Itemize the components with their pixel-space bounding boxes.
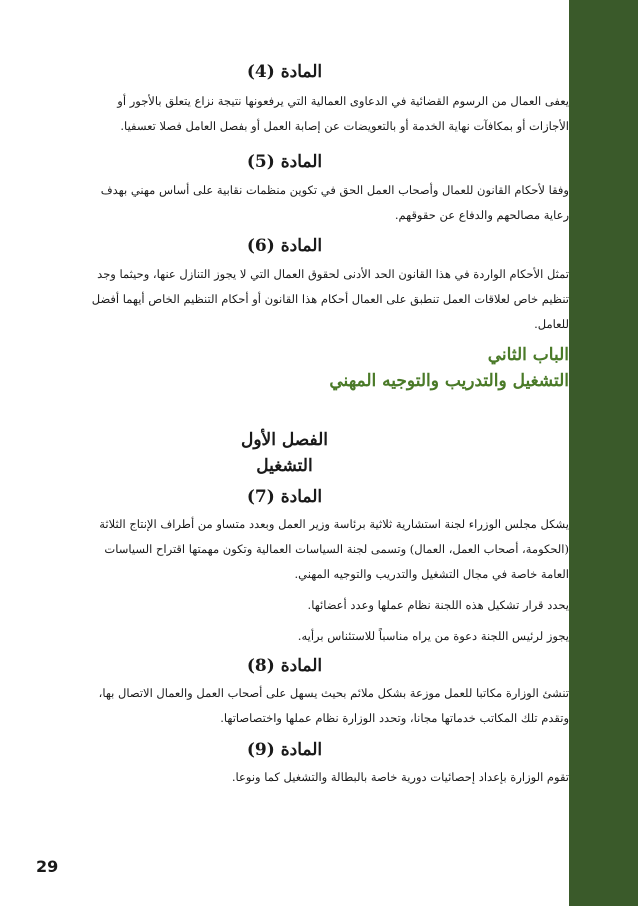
article-6-title: المادة (6)	[246, 236, 323, 256]
chapter-title: الفصل الأول	[240, 430, 329, 450]
article-7-line: يشكل مجلس الوزراء لجنة استشارية ثلاثية برئاسة وزير العمل وبعدد متساو من أطراف الإنتاج الثلاثة	[99, 517, 569, 531]
article-8-line: تنشئ الوزارة مكاتبا للعمل موزعة بشكل ملائم بحيث يسهل على أصحاب العمل والعمال الاتصال بها،	[98, 686, 569, 700]
article-8-line: وتقدم تلك المكاتب خدماتها مجانا، وتحدد الوزارة نظام عملها واختصاصاتها.	[220, 711, 569, 725]
article-8-title: المادة (8)	[246, 656, 323, 676]
article-4-text	[46, 89, 569, 139]
article-7-line: يجوز لرئيس اللجنة دعوة من يراه مناسباً للاستئناس برأيه.	[297, 629, 569, 643]
article-9-line: تقوم الوزارة بإعداد إحصائيات دورية خاصة بالبطالة والتشغيل كما ونوعا.	[231, 770, 569, 784]
article-6-line: للعامل.	[534, 317, 569, 331]
page-number: 29	[36, 857, 59, 876]
article-7-line: (الحكومة، أصحاب العمل، العمال) وتسمى لجنة السياسات العمالية وتكون مهمتها اقتراح السياسات	[104, 542, 569, 556]
part-subtitle: التشغيل والتدريب والتوجيه المهني	[329, 371, 569, 391]
article-7-text	[46, 512, 569, 649]
article-8-text	[46, 681, 569, 731]
part-title: الباب الثاني	[487, 345, 569, 365]
article-5-title: المادة (5)	[246, 152, 323, 172]
article-4-title: المادة (4)	[246, 62, 323, 82]
article-7-title: المادة (7)	[246, 487, 323, 507]
article-6-line: تمثل الأحكام الواردة في هذا القانون الحد الأدنى لحقوق العمال التي لا يجوز التنازل عنها، وحيثما وجد	[97, 267, 569, 281]
article-5-line: وفقا لأحكام القانون للعمال وأصحاب العمل الحق في تكوين منظمات نقابية على أساس مهني بهدف	[100, 183, 569, 197]
article-9-title: المادة (9)	[246, 740, 323, 760]
article-5-line: رعاية مصالحهم والدفاع عن حقوقهم.	[394, 208, 569, 222]
decorative-sidebar	[569, 0, 638, 906]
article-9-text	[46, 765, 569, 790]
article-6-text	[46, 262, 569, 337]
article-7-line: العامة خاصة في مجال التشغيل والتدريب والتوجيه المهني.	[294, 567, 569, 581]
article-7-line: يحدد قرار تشكيل هذه اللجنة نظام عملها وعدد أعضائها.	[307, 598, 569, 612]
article-4-line: يعفى العمال من الرسوم القضائية في الدعاوى العمالية التي يرفعونها نتيجة نزاع يتعلق بالأجور أو	[117, 94, 569, 108]
article-6-line: تنظيم خاص لعلاقات العمل تنطبق على العمال أحكام هذا القانون أو أحكام التنظيم الخاص أيهما أفضل	[91, 292, 569, 306]
chapter-subtitle: التشغيل	[256, 456, 313, 476]
article-5-text	[46, 178, 569, 228]
article-4-line: الأجازات أو بمكافآت نهاية الخدمة أو بالتعويضات عن إصابة العمل أو بفصل العامل فصلا تعسفيا.	[120, 119, 569, 133]
